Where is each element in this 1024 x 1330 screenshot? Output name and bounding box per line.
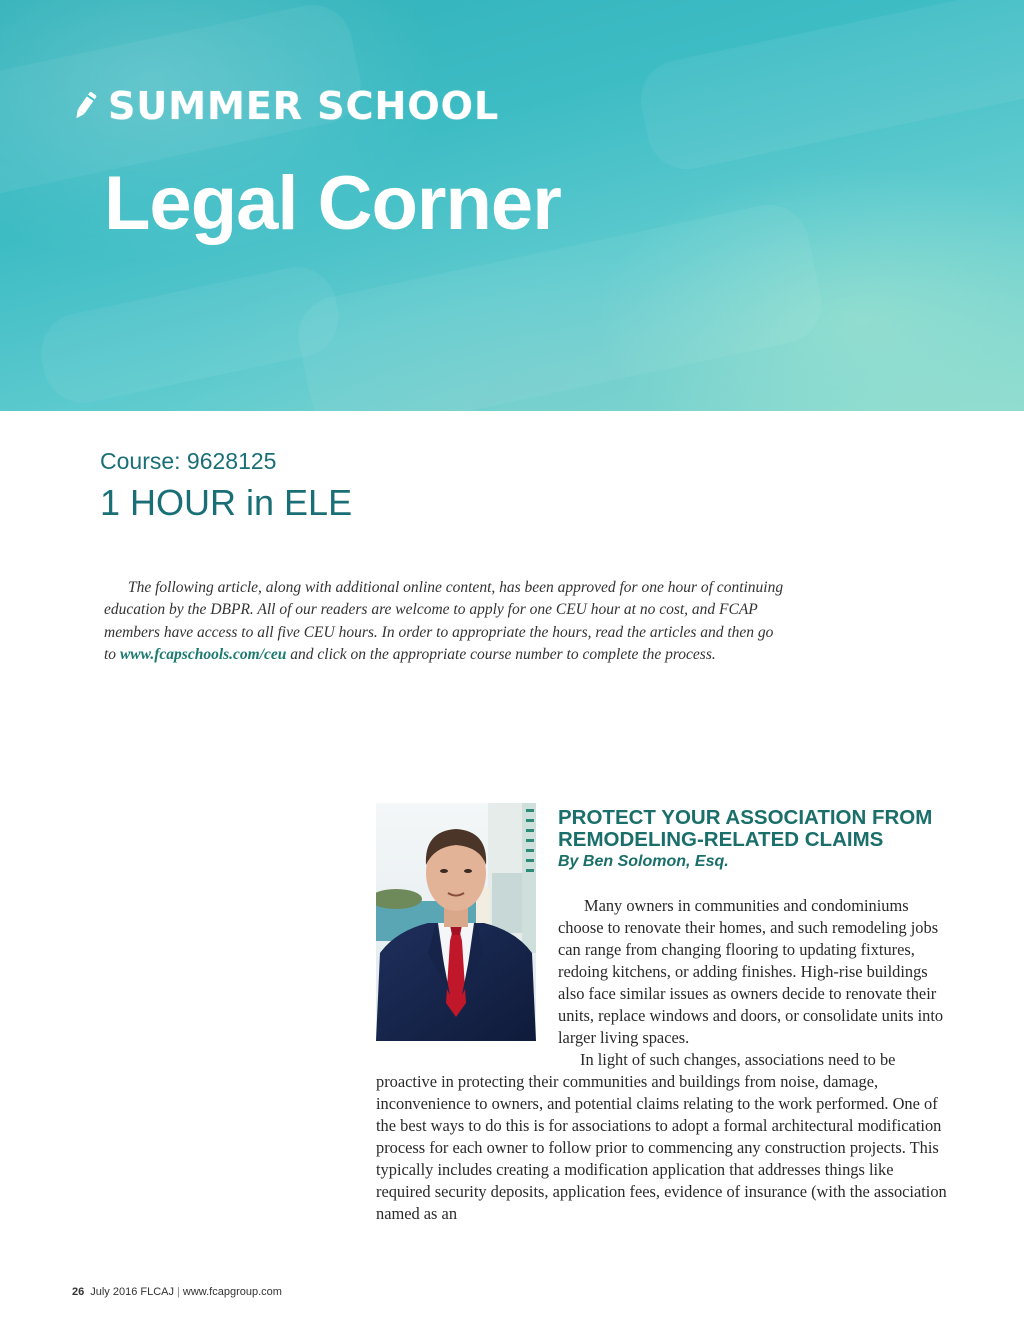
article-byline: By Ben Solomon, Esq.	[558, 853, 729, 870]
intro-text-before-link: The following article, along with additional online content, has been approved for one hour of continuing education by the DBPR. All of our readers are welcome to apply for one CEU hour at no cost, and FCAP members have access to all five CEU hours. In order to appropriate the hours, read the articles and then go to	[104, 579, 784, 663]
pencil-icon	[70, 89, 100, 123]
header-banner	[0, 0, 1024, 411]
footer-separator: |	[177, 1286, 180, 1298]
article-paragraph: Many owners in communities and condominiums choose to renovate their homes, and such remodeling jobs can range from changing flooring to updating fixtures, redoing kitchens, or adding finishes. High-rise buildings also face similar issues as owners decide to renovate their units, replace windows and doors, or consolidate units into larger living spaces.	[558, 896, 944, 1047]
kicker-text: SUMMER SCHOOL	[108, 84, 500, 128]
issue-info: July 2016 FLCAJ	[90, 1286, 175, 1298]
article-paragraph: In light of such changes, associations need to be proactive in protecting their communities and buildings from noise, damage, inconvenience to owners, and potential claims relating to the work performed. One of the best ways to do this is for associations to adopt a formal architectural modification process for each owner to follow prior to commencing any construction projects. This typically includes creating a modification application that addresses things like required security deposits, application fees, evidence of insurance (with the association named as an	[376, 1050, 947, 1223]
summer-school-kicker	[70, 84, 499, 128]
intro-text-after-link: and click on the appropriate course number to complete the process.	[286, 645, 716, 663]
ceu-link[interactable]: www.fcapschools.com/ceu	[119, 645, 287, 663]
footer-website: www.fcapgroup.com	[182, 1286, 282, 1298]
course-code: Course: 9628125	[100, 448, 277, 474]
page-footer	[72, 1286, 282, 1298]
page-number: 26	[72, 1286, 85, 1298]
intro-paragraph	[104, 577, 784, 666]
page-title: Legal Corner	[104, 161, 561, 246]
article	[376, 803, 948, 1225]
course-hours: 1 HOUR in ELE	[100, 482, 353, 523]
headline-line-1: PROTECT YOUR ASSOCIATION FROM	[558, 806, 933, 829]
headline-line-2: REMODELING-RELATED CLAIMS	[558, 828, 884, 851]
